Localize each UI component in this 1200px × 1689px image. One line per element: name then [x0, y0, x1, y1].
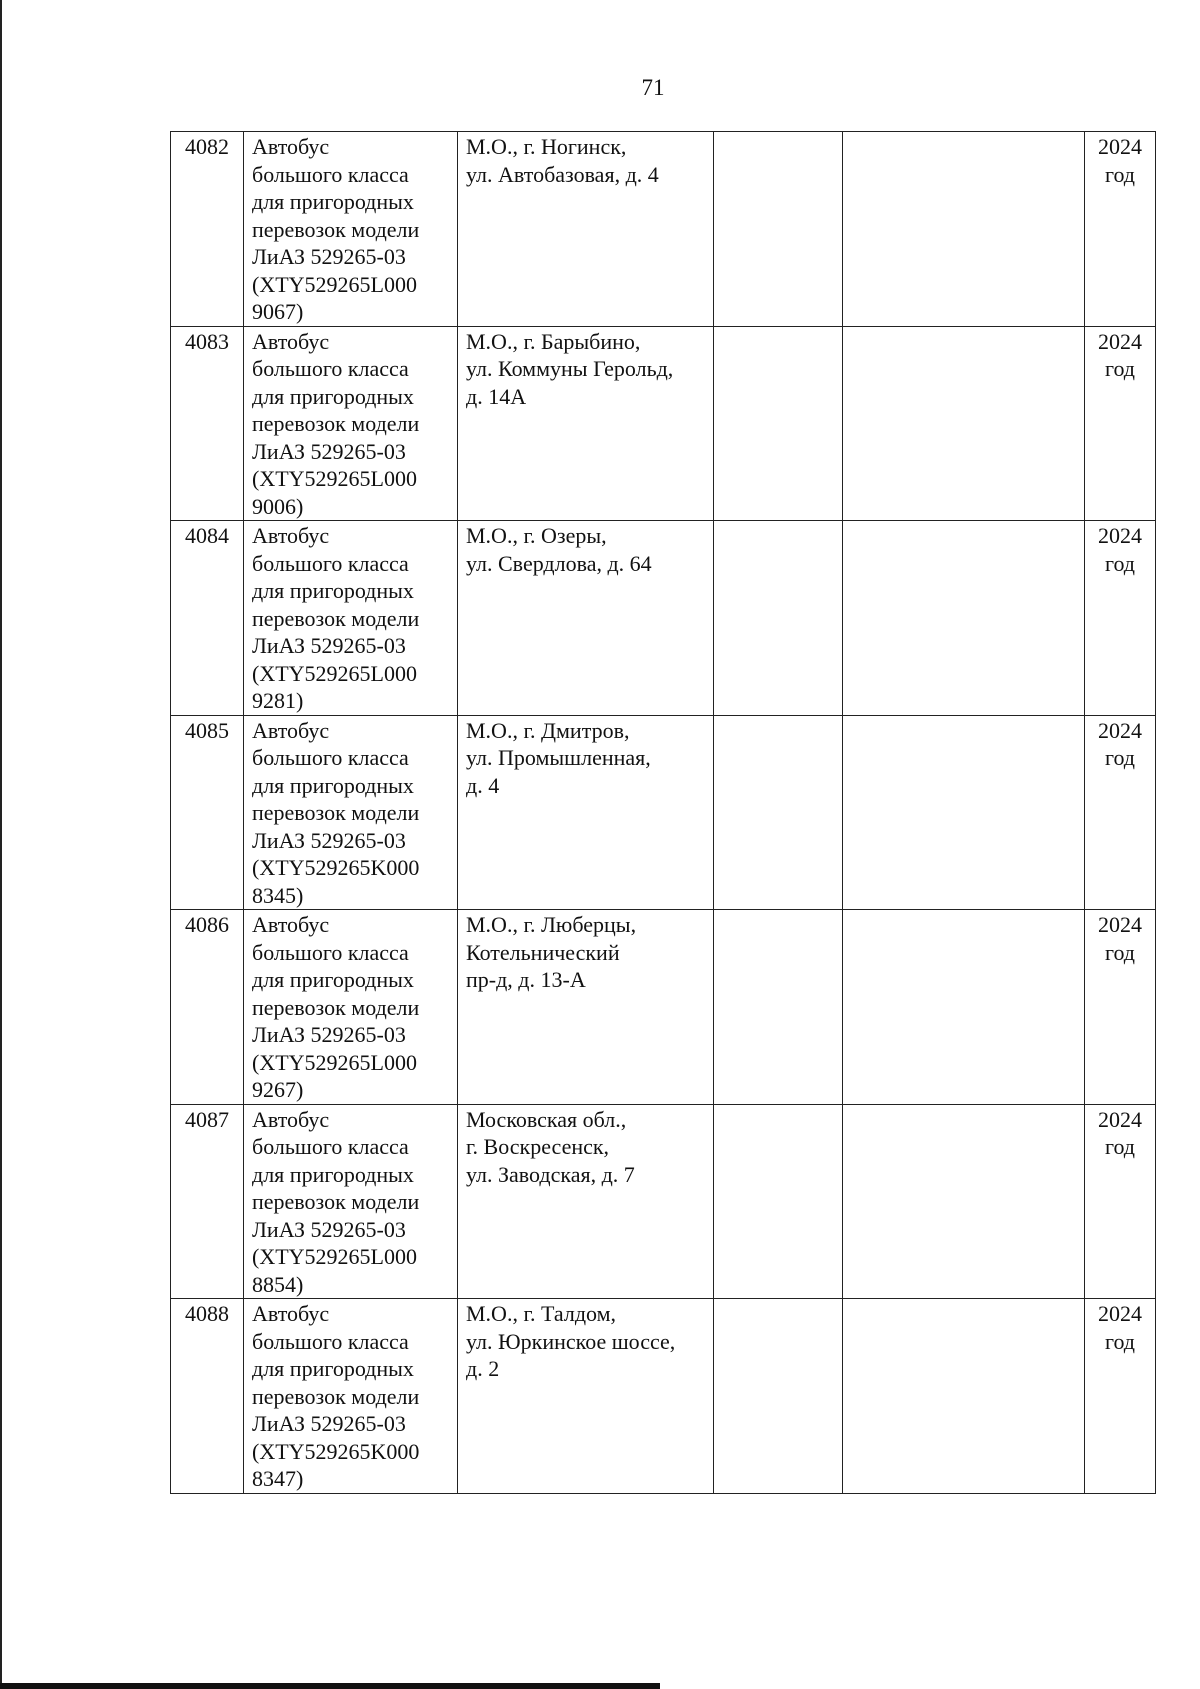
vehicle-address: М.О., г. Талдом, ул. Юркинское шоссе, д. 2 — [458, 1299, 714, 1494]
empty-cell — [843, 521, 1085, 716]
empty-cell — [714, 1299, 843, 1494]
table-row — [171, 326, 1156, 521]
empty-cell — [843, 132, 1085, 327]
vehicle-name: Автобус большого класса для пригородных перевозок модели ЛиАЗ 529265-03 (XTY529265L000 9006) — [244, 326, 458, 521]
vehicle-name: Автобус большого класса для пригородных перевозок модели ЛиАЗ 529265-03 (XTY529265L000 8854) — [244, 1104, 458, 1299]
table-row — [171, 1104, 1156, 1299]
empty-cell — [843, 1299, 1085, 1494]
vehicle-name: Автобус большого класса для пригородных перевозок модели ЛиАЗ 529265-03 (XTY529265L000 9281) — [244, 521, 458, 716]
empty-cell — [843, 910, 1085, 1105]
vehicle-registry-table — [170, 131, 1156, 1494]
row-number: 4082 — [171, 132, 244, 327]
page-edge-bottom — [0, 1683, 660, 1689]
row-number: 4085 — [171, 715, 244, 910]
vehicle-year: 2024 год — [1085, 132, 1156, 327]
empty-cell — [714, 326, 843, 521]
vehicle-address: М.О., г. Барыбино, ул. Коммуны Герольд, д. 14А — [458, 326, 714, 521]
table-row — [171, 132, 1156, 327]
row-number: 4084 — [171, 521, 244, 716]
vehicle-year: 2024 год — [1085, 1104, 1156, 1299]
vehicle-address: М.О., г. Ногинск, ул. Автобазовая, д. 4 — [458, 132, 714, 327]
table-row — [171, 521, 1156, 716]
table-row — [171, 715, 1156, 910]
vehicle-name: Автобус большого класса для пригородных перевозок модели ЛиАЗ 529265-03 (XTY529265K000 8345) — [244, 715, 458, 910]
empty-cell — [843, 1104, 1085, 1299]
vehicle-year: 2024 год — [1085, 1299, 1156, 1494]
vehicle-year: 2024 год — [1085, 910, 1156, 1105]
vehicle-year: 2024 год — [1085, 326, 1156, 521]
page-number: 71 — [641, 75, 665, 100]
row-number: 4087 — [171, 1104, 244, 1299]
table-row — [171, 1299, 1156, 1494]
vehicle-name: Автобус большого класса для пригородных перевозок модели ЛиАЗ 529265-03 (XTY529265L000 9067) — [244, 132, 458, 327]
empty-cell — [714, 715, 843, 910]
empty-cell — [714, 132, 843, 327]
table-row — [171, 910, 1156, 1105]
vehicle-year: 2024 год — [1085, 521, 1156, 716]
row-number: 4086 — [171, 910, 244, 1105]
empty-cell — [714, 521, 843, 716]
empty-cell — [714, 910, 843, 1105]
empty-cell — [843, 715, 1085, 910]
vehicle-address: М.О., г. Дмитров, ул. Промышленная, д. 4 — [458, 715, 714, 910]
vehicle-address: М.О., г. Люберцы, Котельнический пр-д, д. 13-А — [458, 910, 714, 1105]
vehicle-name: Автобус большого класса для пригородных перевозок модели ЛиАЗ 529265-03 (XTY529265L000 9267) — [244, 910, 458, 1105]
empty-cell — [714, 1104, 843, 1299]
vehicle-name: Автобус большого класса для пригородных перевозок модели ЛиАЗ 529265-03 (XTY529265K000 8347) — [244, 1299, 458, 1494]
vehicle-address: Московская обл., г. Воскресенск, ул. Заводская, д. 7 — [458, 1104, 714, 1299]
page-edge-left — [0, 0, 2, 1689]
row-number: 4083 — [171, 326, 244, 521]
vehicle-year: 2024 год — [1085, 715, 1156, 910]
row-number: 4088 — [171, 1299, 244, 1494]
empty-cell — [843, 326, 1085, 521]
vehicle-address: М.О., г. Озеры, ул. Свердлова, д. 64 — [458, 521, 714, 716]
